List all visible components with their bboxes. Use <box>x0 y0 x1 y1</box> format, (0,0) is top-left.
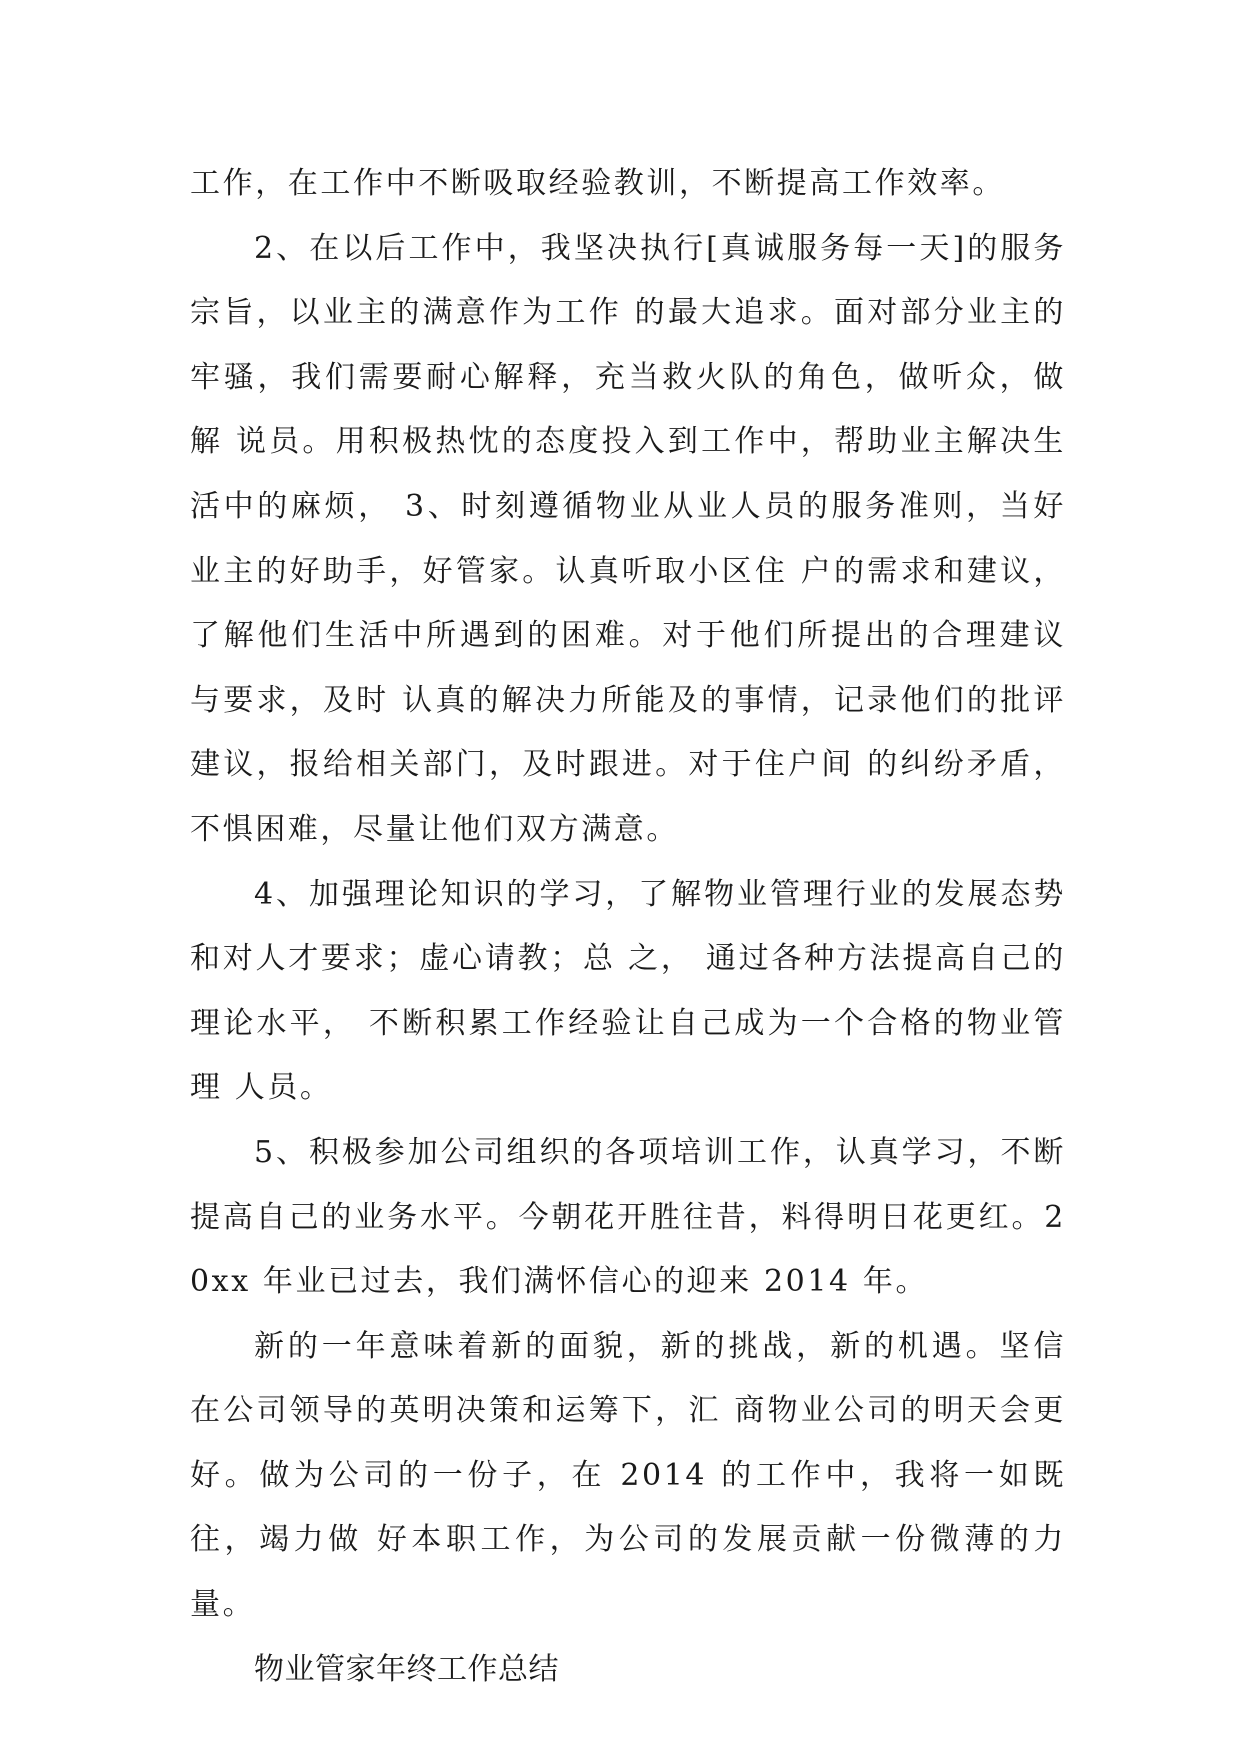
paragraph-new-year: 新的一年意味着新的面貌，新的挑战，新的机遇。坚信在公司领导的英明决策和运筹下，汇 商物业公司的明天会更好。做为公司的一份子，在 2014 的工作中，我将一如既往，竭力做 好本职工作，为公司的发展贡献一份微薄的力量。 <box>190 1328 1066 1623</box>
paragraph-item-5: 5、积极参加公司组织的各项培训工作，认真学习，不断提高自己的业务水平。今朝花开胜往昔，料得明日花更红。20xx 年业已过去，我们满怀信心的迎来 2014 年。 <box>190 1134 1066 1300</box>
paragraph-item-2-3: 2、在以后工作中，我坚决执行[真诚服务每一天]的服务宗旨，以业主的满意作为工作 的最大追求。面对部分业主的牢骚，我们需要耐心解释，充当救火队的角色，做听众，做解 说员。用积极热忱的态度投入到工作中，帮助业主解决生活中的麻烦， 3、时刻遵循物业从业人员的服务准则，当好业主的好助手，好管家。认真听取小区住 户的需求和建议，了解他们生活中所遇到的困难。对于他们所提出的合理建议与要求，及时 认真的解决力所能及的事情，记录他们的批评建议，报给相关部门，及时跟进。对于住户间 的纠纷矛盾，不惧困难，尽量让他们双方满意。 <box>190 230 1066 847</box>
paragraph-continuation: 工作，在工作中不断吸取经验教训，不断提高工作效率。 <box>190 166 1005 201</box>
section-heading: 物业管家年终工作总结 <box>254 1651 559 1687</box>
document-body <box>190 152 1066 1702</box>
paragraph-item-4: 4、加强理论知识的学习，了解物业管理行业的发展态势和对人才要求；虚心请教；总 之， 通过各种方法提高自己的理论水平， 不断积累工作经验让自己成为一个合格的物业管理 人员。 <box>190 876 1066 1106</box>
